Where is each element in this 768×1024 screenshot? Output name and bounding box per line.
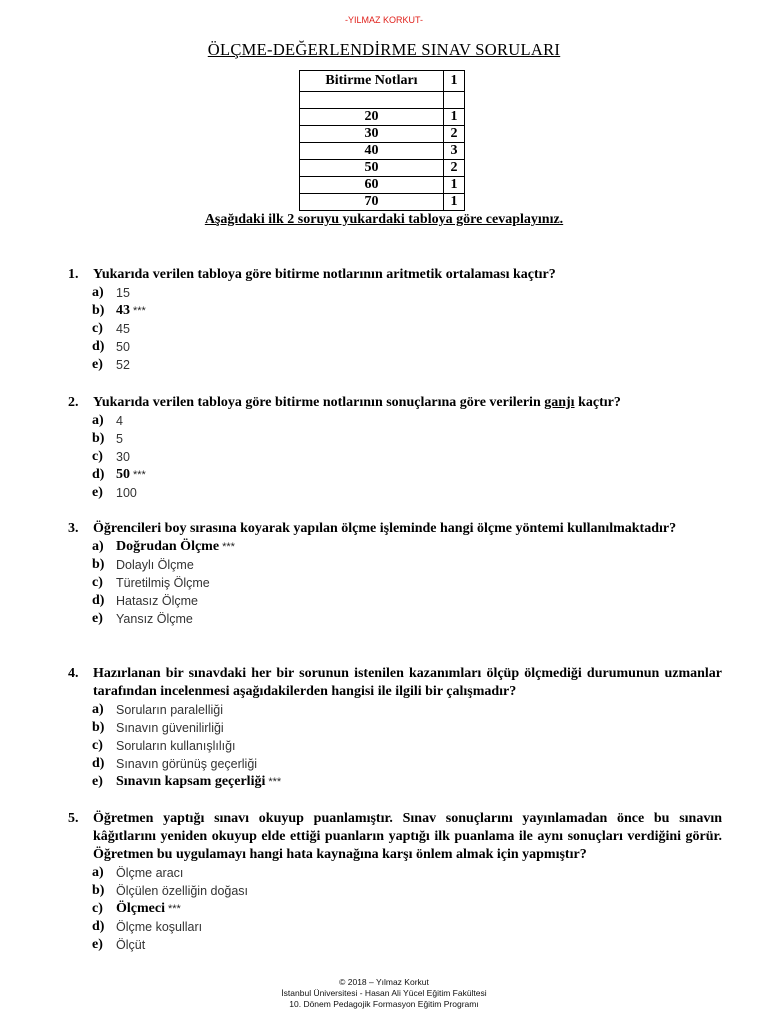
question-text-part: kaçtır? [574, 395, 621, 410]
option-text: 43 [116, 303, 130, 318]
question-number: 5. [68, 811, 79, 826]
table-cell: 1 [444, 194, 465, 211]
table-cell: 20 [300, 109, 444, 126]
page-footer [0, 977, 768, 1010]
option-text: Ölçme koşulları [116, 920, 203, 934]
option-b [92, 556, 722, 574]
university-line: İstanbul Üniversitesi - Hasan Ali Yücel Eğitim Fakültesi [281, 988, 487, 998]
option-text: Sınavın kapsam geçerliği [116, 774, 266, 789]
option-letter: b) [92, 431, 105, 446]
option-letter: a) [92, 285, 104, 300]
option-a [92, 864, 722, 882]
option-c [92, 320, 722, 338]
option-d [92, 592, 722, 610]
option-text: 15 [116, 286, 130, 300]
table-header-cell: 1 [444, 71, 465, 92]
option-letter: a) [92, 702, 104, 717]
question-stem [68, 665, 722, 701]
table-cell: 60 [300, 177, 444, 194]
correct-answer-mark: *** [133, 469, 146, 481]
option-text: Soruların kullanışlılığı [116, 739, 236, 753]
option-b [92, 430, 722, 448]
option-text: 5 [116, 432, 123, 446]
option-letter: c) [92, 321, 103, 336]
question-number: 4. [68, 666, 79, 681]
option-letter: e) [92, 937, 103, 952]
table-cell: 1 [444, 177, 465, 194]
question-stem [68, 810, 722, 864]
underlined-term: ganjı [544, 395, 575, 410]
option-d [92, 466, 722, 484]
option-a [92, 412, 722, 430]
table-cell: 2 [444, 126, 465, 143]
option-text: Ölçmeci [116, 901, 165, 916]
table-cell [300, 92, 444, 109]
option-letter: d) [92, 467, 105, 482]
table-cell: 70 [300, 194, 444, 211]
question-text: Öğrencileri boy sırasına koyarak yapılan ölçme işleminde hangi ölçme yöntemi kullanılmaktadır? [93, 521, 677, 536]
table-cell [444, 92, 465, 109]
option-d [92, 338, 722, 356]
question-number: 1. [68, 267, 79, 282]
option-a [92, 701, 722, 719]
table-header-row [300, 71, 465, 92]
option-text: 45 [116, 322, 130, 336]
option-text: 30 [116, 450, 130, 464]
question-1 [68, 266, 722, 374]
question-stem [68, 266, 722, 284]
table-row [300, 143, 465, 160]
question-stem [68, 394, 722, 412]
option-letter: b) [92, 303, 105, 318]
option-a [92, 538, 722, 556]
question-text: Hazırlanan bir sınavdaki her bir sorunun istenilen kazanımları ölçüp ölçmediği durumunun uzmanlar tarafından incelenmesi aşağıdakilerden hangisi ile ilgili bir çalışmadır? [93, 666, 722, 699]
correct-answer-mark: *** [268, 776, 282, 788]
copyright-line: © 2018 – Yılmaz Korkut [339, 977, 429, 987]
option-e [92, 484, 722, 502]
table-cell: 40 [300, 143, 444, 160]
correct-answer-mark: *** [222, 541, 235, 553]
option-letter: c) [92, 901, 103, 916]
option-text: Soruların paralelliği [116, 703, 224, 717]
table-cell: 50 [300, 160, 444, 177]
question-text-part: Yukarıda verilen tabloya göre bitirme notlarının sonuçlarına göre verilerin [93, 395, 545, 410]
option-e [92, 356, 722, 374]
option-text: 4 [116, 414, 123, 428]
option-text: Doğrudan Ölçme [116, 539, 220, 554]
correct-answer-mark: *** [167, 903, 181, 915]
option-letter: c) [92, 738, 103, 753]
option-d [92, 755, 722, 773]
option-c [92, 574, 722, 592]
option-text: Yansız Ölçme [116, 612, 193, 626]
grade-table [299, 70, 465, 211]
correct-answer-mark: *** [133, 305, 146, 317]
question-stem [68, 520, 722, 538]
table-row [300, 109, 465, 126]
option-text: Dolaylı Ölçme [116, 558, 194, 572]
option-b [92, 302, 722, 320]
option-list [92, 412, 722, 502]
option-text: 50 [116, 467, 130, 482]
option-e [92, 773, 722, 791]
option-letter: b) [92, 883, 105, 898]
option-letter: e) [92, 774, 103, 789]
question-text [93, 394, 722, 412]
option-d [92, 918, 722, 936]
instruction-text: Aşağıdaki ilk 2 soruyu yukardaki tabloya göre cevaplayınız. [204, 212, 564, 227]
question-number: 3. [68, 521, 79, 536]
option-text: 100 [116, 486, 137, 500]
option-text: Hatasız Ölçme [116, 594, 198, 608]
question-text: Yukarıda verilen tabloya göre bitirme notlarının aritmetik ortalaması kaçtır? [93, 267, 556, 282]
option-list [92, 284, 722, 374]
option-letter: d) [92, 593, 105, 608]
option-letter: b) [92, 557, 105, 572]
table-cell: 1 [444, 109, 465, 126]
option-letter: b) [92, 720, 105, 735]
option-text: Ölçüt [116, 938, 146, 952]
option-text: Sınavın güvenilirliği [116, 721, 224, 735]
option-letter: a) [92, 413, 104, 428]
table-cell: 30 [300, 126, 444, 143]
option-letter: a) [92, 865, 104, 880]
option-c [92, 448, 722, 466]
option-list [92, 538, 722, 628]
question-number: 2. [68, 395, 79, 410]
option-letter: a) [92, 539, 104, 554]
table-row [300, 92, 465, 109]
table-row [300, 126, 465, 143]
option-letter: d) [92, 756, 105, 771]
question-5 [68, 810, 722, 954]
option-a [92, 284, 722, 302]
option-letter: d) [92, 339, 105, 354]
page-title: ÖLÇME-DEĞERLENDİRME SINAV SORULARI [207, 40, 561, 59]
table-header-cell: Bitirme Notları [300, 71, 444, 92]
option-letter: c) [92, 449, 103, 464]
option-e [92, 610, 722, 628]
option-text: Türetilmiş Ölçme [116, 576, 210, 590]
option-list [92, 701, 722, 791]
option-letter: d) [92, 919, 105, 934]
table-cell: 2 [444, 160, 465, 177]
table-row [300, 194, 465, 211]
option-b [92, 719, 722, 737]
option-letter: e) [92, 611, 103, 626]
option-e [92, 936, 722, 954]
question-2 [68, 394, 722, 502]
table-cell: 3 [444, 143, 465, 160]
option-c [92, 900, 722, 918]
option-text: 52 [116, 358, 130, 372]
option-letter: c) [92, 575, 103, 590]
author-header: -YILMAZ KORKUT- [344, 15, 423, 25]
option-text: Sınavın görünüş geçerliği [116, 757, 258, 771]
question-3 [68, 520, 722, 628]
question-4 [68, 665, 722, 791]
program-line: 10. Dönem Pedagojik Formasyon Eğitim Programı [289, 999, 479, 1009]
option-letter: e) [92, 485, 103, 500]
question-text: Öğretmen yaptığı sınavı okuyup puanlamıştır. Sınav sonuçlarını yayınlamadan önce bu sınavın kâğıtlarını yeniden okuyup elde ettiği puanların yaptığı ilk puanlama ile aynı sonuçları verdiğini görür. Öğretmen bu uygulamayı hangi hata kaynağına karşı önlem almak için yapmıştır? [93, 811, 722, 862]
option-text: Ölçme aracı [116, 866, 184, 880]
option-letter: e) [92, 357, 103, 372]
option-list [92, 864, 722, 954]
option-b [92, 882, 722, 900]
table-row [300, 160, 465, 177]
option-text: Ölçülen özelliğin doğası [116, 884, 249, 898]
option-c [92, 737, 722, 755]
table-row [300, 177, 465, 194]
option-text: 50 [116, 340, 130, 354]
